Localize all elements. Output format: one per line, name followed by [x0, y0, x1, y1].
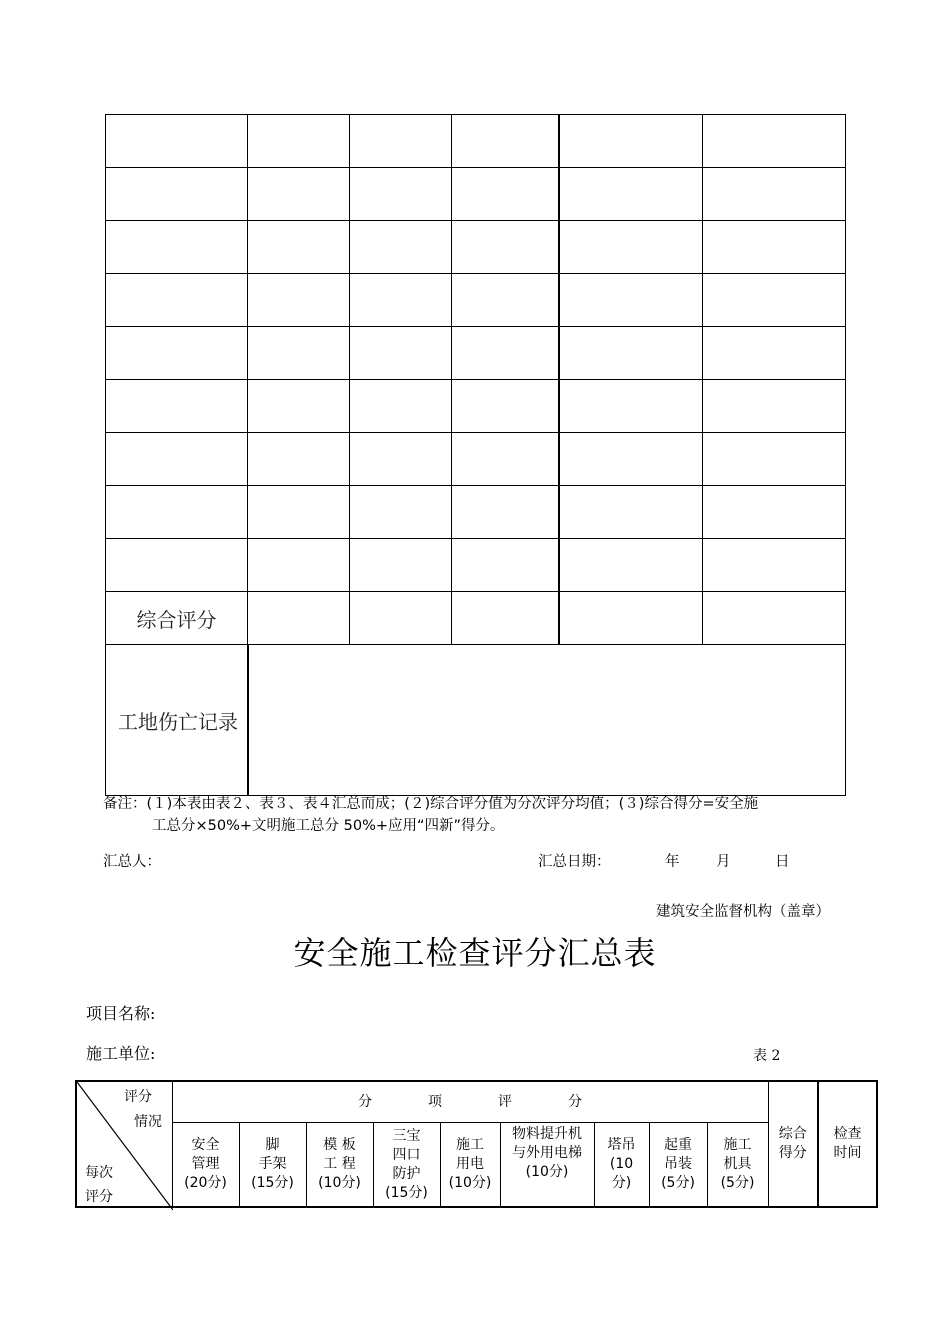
column-label-line: 机具: [723, 1156, 752, 1172]
table-cell[interactable]: [248, 486, 350, 539]
table-cell[interactable]: [248, 168, 350, 221]
column-label-line: 吊装: [664, 1156, 692, 1172]
table-cell[interactable]: [248, 327, 350, 380]
column-protection: [373, 1123, 440, 1208]
table-cell[interactable]: [106, 274, 248, 327]
casualty-record-field[interactable]: [248, 645, 846, 796]
table-cell[interactable]: [350, 433, 452, 486]
table-cell[interactable]: [248, 380, 350, 433]
table-cell[interactable]: [248, 433, 350, 486]
table-cell[interactable]: [452, 115, 559, 168]
column-label-line: 与外用电梯: [512, 1145, 582, 1161]
table-row: [106, 168, 846, 221]
column-label-line: 防护: [392, 1165, 421, 1182]
table-cell[interactable]: [559, 486, 703, 539]
score-summary-table: [105, 114, 846, 796]
check-time-line-1: 检查: [833, 1126, 862, 1142]
casualty-record-row: [106, 645, 846, 796]
column-scaffold: [239, 1123, 306, 1208]
table-cell[interactable]: [248, 539, 350, 592]
table-row: [106, 327, 846, 380]
check-time-header: [818, 1081, 877, 1207]
column-material-hoist: [500, 1123, 594, 1208]
column-points: (15分): [251, 1175, 294, 1191]
table-cell[interactable]: [106, 115, 248, 168]
table-cell[interactable]: [452, 539, 559, 592]
table-cell[interactable]: [350, 221, 452, 274]
table-cell[interactable]: [559, 380, 703, 433]
table-cell[interactable]: [248, 115, 350, 168]
table-cell[interactable]: [452, 380, 559, 433]
table-cell[interactable]: [106, 168, 248, 221]
table-cell[interactable]: [106, 327, 248, 380]
summary-date-label: 汇总日期：: [538, 854, 611, 870]
table-cell[interactable]: [452, 274, 559, 327]
item-score-group-header: 分 项 评 分: [172, 1081, 768, 1123]
table-cell[interactable]: [703, 274, 846, 327]
table-cell[interactable]: [452, 486, 559, 539]
column-label-line: 施工: [723, 1137, 752, 1153]
table-cell[interactable]: [703, 486, 846, 539]
summarizer-label: 汇总人：: [103, 854, 161, 870]
table-cell[interactable]: [350, 274, 452, 327]
scoring-header-table: [75, 1080, 878, 1208]
diag-label-top-2: 情况: [134, 1114, 162, 1130]
column-electricity: [440, 1123, 500, 1208]
column-label-line: 物料提升机: [512, 1126, 582, 1142]
table-cell[interactable]: [703, 433, 846, 486]
table-row: [106, 486, 846, 539]
table-cell[interactable]: [106, 433, 248, 486]
table-row: [106, 433, 846, 486]
table-row: [106, 539, 846, 592]
column-points: (10分): [448, 1175, 492, 1191]
score-summary-body: [106, 115, 846, 796]
table-cell[interactable]: [559, 592, 703, 645]
table-cell[interactable]: [559, 539, 703, 592]
table-cell[interactable]: [452, 221, 559, 274]
column-formwork: [306, 1123, 373, 1208]
composite-score-line-1: 综合: [778, 1126, 807, 1142]
note-line-1: 备注：(１)本表由表２、表３、表４汇总而成；(２)综合评分值为分次评分均值；(３)综合得分=安全施: [103, 796, 759, 812]
column-label-line: 手架: [258, 1156, 287, 1172]
table-cell[interactable]: [559, 115, 703, 168]
column-label-line: (10: [609, 1156, 634, 1172]
date-day: 日: [775, 854, 790, 870]
table-cell[interactable]: [452, 168, 559, 221]
table-cell[interactable]: [559, 433, 703, 486]
composite-score-row: [106, 592, 846, 645]
column-points: (5分): [661, 1175, 695, 1191]
column-points: (10分): [525, 1164, 569, 1180]
table-cell[interactable]: [703, 168, 846, 221]
table-cell[interactable]: [452, 433, 559, 486]
table-row: [106, 221, 846, 274]
table-cell[interactable]: [703, 380, 846, 433]
table-cell[interactable]: [559, 327, 703, 380]
table-cell[interactable]: [703, 539, 846, 592]
table-row: [106, 274, 846, 327]
table-cell[interactable]: [350, 592, 452, 645]
table-cell[interactable]: [559, 168, 703, 221]
table-cell[interactable]: [350, 168, 452, 221]
table-cell[interactable]: [106, 380, 248, 433]
table-cell[interactable]: [350, 486, 452, 539]
table-number: 表 2: [753, 1048, 781, 1064]
table-cell[interactable]: [350, 327, 452, 380]
column-label-line: 脚: [265, 1137, 280, 1153]
column-lifting: [649, 1123, 707, 1208]
table-cell[interactable]: [559, 221, 703, 274]
table-cell[interactable]: [350, 539, 452, 592]
column-points: (5分): [720, 1175, 755, 1191]
table-cell[interactable]: [703, 115, 846, 168]
column-safety-management: [172, 1123, 239, 1208]
table-cell[interactable]: [106, 486, 248, 539]
construction-unit-label: 施工单位:: [86, 1044, 156, 1063]
diag-label-bottom-1: 每次: [85, 1165, 113, 1181]
table-cell[interactable]: [703, 221, 846, 274]
diag-label-bottom-2: 评分: [85, 1189, 113, 1205]
table-row: [106, 115, 846, 168]
column-label-line: 塔吊: [607, 1137, 636, 1153]
table-cell[interactable]: [559, 274, 703, 327]
composite-score-label: 综合评分: [106, 592, 248, 645]
column-label-line: 四口: [392, 1146, 421, 1163]
column-label-line: 安全: [191, 1137, 220, 1153]
page-title: 安全施工检查评分汇总表: [293, 934, 657, 972]
table-cell[interactable]: [248, 274, 350, 327]
column-label-line: 三宝: [392, 1127, 421, 1144]
table-cell[interactable]: [452, 592, 559, 645]
table-cell[interactable]: [248, 221, 350, 274]
date-month: 月: [716, 854, 731, 870]
column-label-line: 施工: [456, 1137, 484, 1153]
column-machinery: [707, 1123, 768, 1208]
table-cell[interactable]: [350, 380, 452, 433]
diagonal-header-cell: [76, 1081, 172, 1207]
table-cell[interactable]: [452, 327, 559, 380]
column-tower-crane: [594, 1123, 649, 1208]
diag-label-top-1: 评分: [124, 1089, 152, 1105]
table-cell[interactable]: [703, 592, 846, 645]
casualty-record-label: 工地伤亡记录: [106, 645, 248, 796]
table-cell[interactable]: [248, 592, 350, 645]
composite-score-line-2: 得分: [778, 1145, 807, 1161]
column-label-line: 管理: [191, 1156, 220, 1172]
supervision-stamp-label: 建筑安全监督机构（盖章）: [656, 904, 830, 920]
column-label-line: 起重: [664, 1137, 692, 1153]
table-row: [106, 380, 846, 433]
column-label-line: 模 板: [323, 1137, 356, 1153]
column-label-line: 工 程: [323, 1156, 356, 1172]
column-points: (10分): [318, 1175, 361, 1191]
note-line-2: 工总分×50%+文明施工总分 50%+应用“四新”得分。: [152, 818, 505, 834]
table-cell[interactable]: [106, 221, 248, 274]
column-points: (15分): [385, 1184, 428, 1201]
check-time-line-2: 时间: [833, 1145, 862, 1161]
table-cell[interactable]: [106, 539, 248, 592]
table-cell[interactable]: [350, 115, 452, 168]
composite-score-header: [768, 1081, 818, 1207]
date-year: 年: [665, 854, 680, 870]
column-points: (20分): [184, 1175, 227, 1191]
column-points: 分): [611, 1175, 632, 1191]
table-cell[interactable]: [703, 327, 846, 380]
column-label-line: 用电: [456, 1156, 484, 1172]
project-name-label: 项目名称:: [86, 1004, 156, 1023]
